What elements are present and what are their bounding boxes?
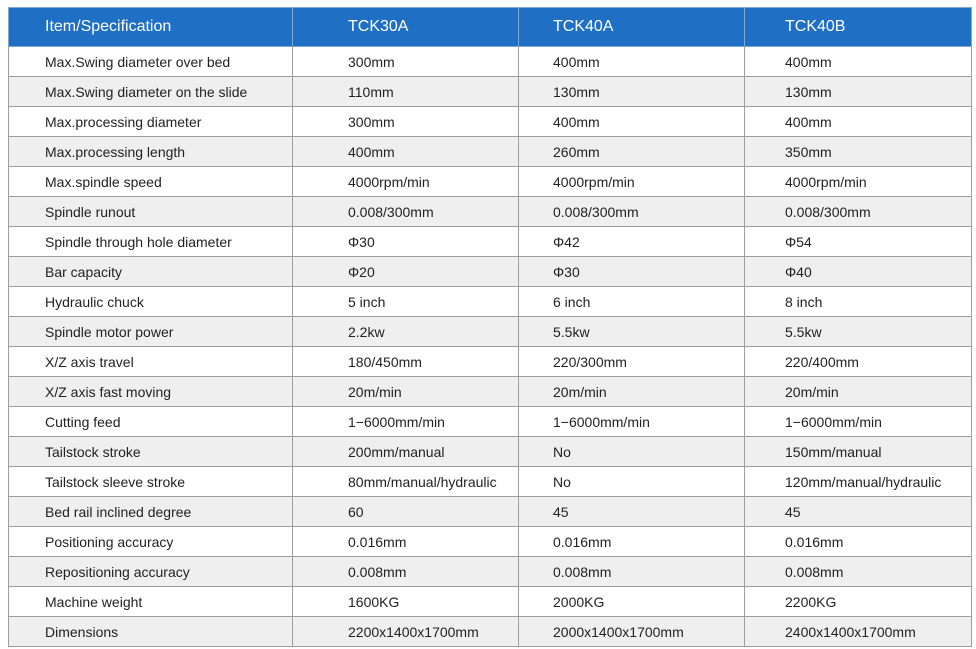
table-row	[9, 437, 972, 467]
tck40a-value-cell: 20m/min	[519, 377, 745, 407]
tck40a-value-cell: 45	[519, 497, 745, 527]
tck40a-value-cell: 6 inch	[519, 287, 745, 317]
tck40b-value-cell: Φ40	[745, 257, 972, 287]
spec-name-cell: X/Z axis travel	[9, 347, 293, 377]
spec-name-cell: Positioning accuracy	[9, 527, 293, 557]
table-row	[9, 587, 972, 617]
tck30a-value-cell: 400mm	[293, 137, 519, 167]
table-row	[9, 347, 972, 377]
tck40b-value-cell: Φ54	[745, 227, 972, 257]
tck30a-value-cell: 80mm/manual/hydraulic	[293, 467, 519, 497]
tck40b-value-cell: 130mm	[745, 77, 972, 107]
tck40b-value-cell: 2200KG	[745, 587, 972, 617]
header-model-tck40a: TCK40A	[519, 8, 745, 47]
tck30a-value-cell: 200mm/manual	[293, 437, 519, 467]
spec-name-cell: Spindle motor power	[9, 317, 293, 347]
tck40a-value-cell: 2000x1400x1700mm	[519, 617, 745, 647]
tck40a-value-cell: 260mm	[519, 137, 745, 167]
tck30a-value-cell: 2.2kw	[293, 317, 519, 347]
table-row	[9, 407, 972, 437]
tck40a-value-cell: 1−6000mm/min	[519, 407, 745, 437]
tck30a-value-cell: 4000rpm/min	[293, 167, 519, 197]
tck40b-value-cell: 5.5kw	[745, 317, 972, 347]
tck40b-value-cell: 150mm/manual	[745, 437, 972, 467]
header-row	[9, 8, 972, 47]
tck30a-value-cell: 1−6000mm/min	[293, 407, 519, 437]
tck30a-value-cell: 0.016mm	[293, 527, 519, 557]
tck40a-value-cell: No	[519, 467, 745, 497]
spec-name-cell: Tailstock sleeve stroke	[9, 467, 293, 497]
tck30a-value-cell: 300mm	[293, 47, 519, 77]
tck40b-value-cell: 0.008/300mm	[745, 197, 972, 227]
header-item-specification: Item/Specification	[9, 8, 293, 47]
spec-name-cell: Tailstock stroke	[9, 437, 293, 467]
spec-name-cell: Cutting feed	[9, 407, 293, 437]
tck40b-value-cell: 45	[745, 497, 972, 527]
table-row	[9, 557, 972, 587]
table-row	[9, 137, 972, 167]
tck40b-value-cell: 20m/min	[745, 377, 972, 407]
table-row	[9, 287, 972, 317]
tck30a-value-cell: Φ20	[293, 257, 519, 287]
header-model-tck30a: TCK30A	[293, 8, 519, 47]
spec-name-cell: Max.Swing diameter on the slide	[9, 77, 293, 107]
table-row	[9, 47, 972, 77]
tck40b-value-cell: 400mm	[745, 47, 972, 77]
table-row	[9, 77, 972, 107]
tck40a-value-cell: 4000rpm/min	[519, 167, 745, 197]
tck40a-value-cell: 400mm	[519, 47, 745, 77]
tck40a-value-cell: 5.5kw	[519, 317, 745, 347]
spec-name-cell: Spindle runout	[9, 197, 293, 227]
tck40a-value-cell: 130mm	[519, 77, 745, 107]
spec-table-body	[9, 47, 972, 647]
tck40b-value-cell: 0.008mm	[745, 557, 972, 587]
table-row	[9, 527, 972, 557]
spec-table-header	[9, 8, 972, 47]
spec-name-cell: Max.processing diameter	[9, 107, 293, 137]
tck40a-value-cell: Φ30	[519, 257, 745, 287]
tck30a-value-cell: 1600KG	[293, 587, 519, 617]
table-row	[9, 317, 972, 347]
tck40b-value-cell: 1−6000mm/min	[745, 407, 972, 437]
table-row	[9, 497, 972, 527]
tck30a-value-cell: 180/450mm	[293, 347, 519, 377]
spec-name-cell: Spindle through hole diameter	[9, 227, 293, 257]
tck40a-value-cell: 400mm	[519, 107, 745, 137]
tck40a-value-cell: 220/300mm	[519, 347, 745, 377]
tck40b-value-cell: 400mm	[745, 107, 972, 137]
table-row	[9, 257, 972, 287]
header-model-tck40b: TCK40B	[745, 8, 972, 47]
spec-name-cell: Max.processing length	[9, 137, 293, 167]
tck30a-value-cell: 5 inch	[293, 287, 519, 317]
tck30a-value-cell: Φ30	[293, 227, 519, 257]
spec-name-cell: Dimensions	[9, 617, 293, 647]
spec-name-cell: Machine weight	[9, 587, 293, 617]
tck30a-value-cell: 20m/min	[293, 377, 519, 407]
tck40a-value-cell: 2000KG	[519, 587, 745, 617]
tck40a-value-cell: No	[519, 437, 745, 467]
tck40b-value-cell: 2400x1400x1700mm	[745, 617, 972, 647]
tck30a-value-cell: 0.008mm	[293, 557, 519, 587]
tck40a-value-cell: 0.016mm	[519, 527, 745, 557]
tck40a-value-cell: Φ42	[519, 227, 745, 257]
tck30a-value-cell: 300mm	[293, 107, 519, 137]
spec-name-cell: Repositioning accuracy	[9, 557, 293, 587]
table-row	[9, 167, 972, 197]
tck40b-value-cell: 8 inch	[745, 287, 972, 317]
table-row	[9, 197, 972, 227]
spec-table-container	[8, 7, 971, 647]
spec-name-cell: X/Z axis fast moving	[9, 377, 293, 407]
spec-name-cell: Bed rail inclined degree	[9, 497, 293, 527]
tck30a-value-cell: 110mm	[293, 77, 519, 107]
tck40a-value-cell: 0.008/300mm	[519, 197, 745, 227]
tck30a-value-cell: 0.008/300mm	[293, 197, 519, 227]
tck30a-value-cell: 60	[293, 497, 519, 527]
tck40b-value-cell: 4000rpm/min	[745, 167, 972, 197]
table-row	[9, 617, 972, 647]
table-row	[9, 227, 972, 257]
tck40a-value-cell: 0.008mm	[519, 557, 745, 587]
spec-name-cell: Hydraulic chuck	[9, 287, 293, 317]
tck40b-value-cell: 350mm	[745, 137, 972, 167]
spec-table	[8, 7, 972, 647]
tck40b-value-cell: 220/400mm	[745, 347, 972, 377]
table-row	[9, 377, 972, 407]
tck40b-value-cell: 0.016mm	[745, 527, 972, 557]
table-row	[9, 467, 972, 497]
spec-name-cell: Max.spindle speed	[9, 167, 293, 197]
tck40b-value-cell: 120mm/manual/hydraulic	[745, 467, 972, 497]
spec-name-cell: Bar capacity	[9, 257, 293, 287]
table-row	[9, 107, 972, 137]
tck30a-value-cell: 2200x1400x1700mm	[293, 617, 519, 647]
spec-name-cell: Max.Swing diameter over bed	[9, 47, 293, 77]
